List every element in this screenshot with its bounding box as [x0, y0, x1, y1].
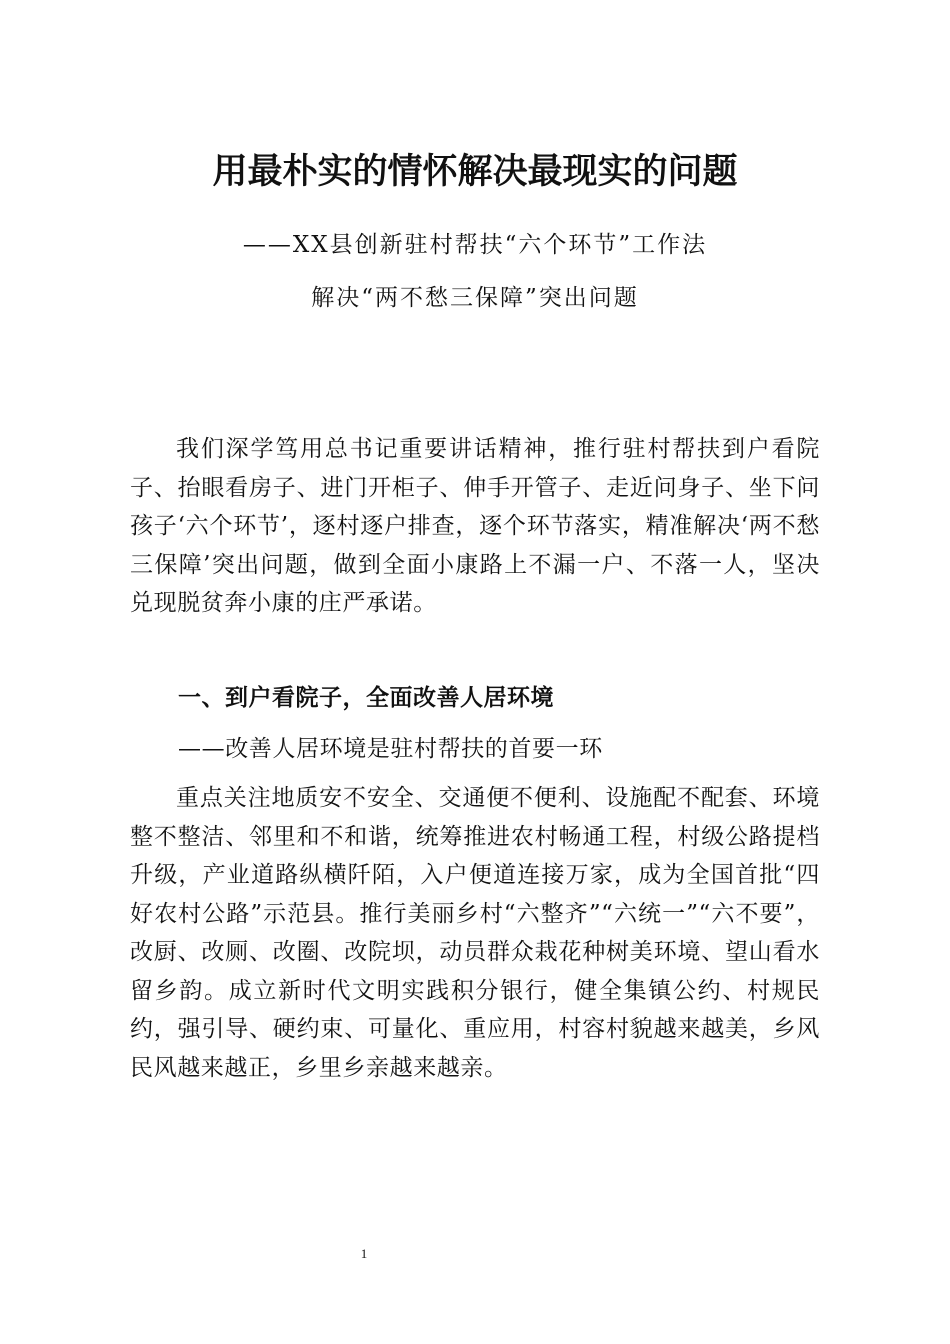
document-subtitle-line1: ——XX县创新驻村帮扶“六个环节”工作法	[242, 232, 708, 258]
document-title: 用最朴实的情怀解决最现实的问题	[212, 151, 738, 192]
section1-paragraph: 重点关注地质安不安全、交通便不便利、设施配不配套、环境整不整洁、邻里和不和谐，统筹推进农村畅通工程，村级公路提档升级，产业道路纵横阡陌，入户便道连接万家，成为全国首批“四好农村公路”示范县。推行美丽乡村“六整齐”“六统一”“六不要”，改厨、改厕、改圈、改院坝，动员群众栽花种树美环境、望山看水留乡韵。成立新时代文明实践积分银行，健全集镇公约、村规民约，强引导、硬约束、可量化、重应用，村容村貌越来越美，乡风民风越来越正，乡里乡亲越来越亲。	[130, 785, 820, 1081]
document-subtitle-line2: 解决“两不愁三保障”突出问题	[311, 285, 639, 311]
intro-paragraph: 我们深学笃用总书记重要讲话精神，推行驻村帮扶到户看院子、抬眼看房子、进门开柜子、伸手开管子、走近问身子、坐下问孩子‘六个环节’，逐村逐户排查，逐个环节落实，精准解决‘两不愁三保障’突出问题，做到全面小康路上不漏一户、不落一人，坚决兑现脱贫奔小康的庄严承诺。	[130, 436, 820, 616]
section1-subheading: ——改善人居环境是驻村帮扶的首要一环	[178, 736, 603, 762]
page-number: 1	[360, 1246, 368, 1261]
section1-heading: 一、到户看院子，全面改善人居环境	[178, 685, 554, 711]
